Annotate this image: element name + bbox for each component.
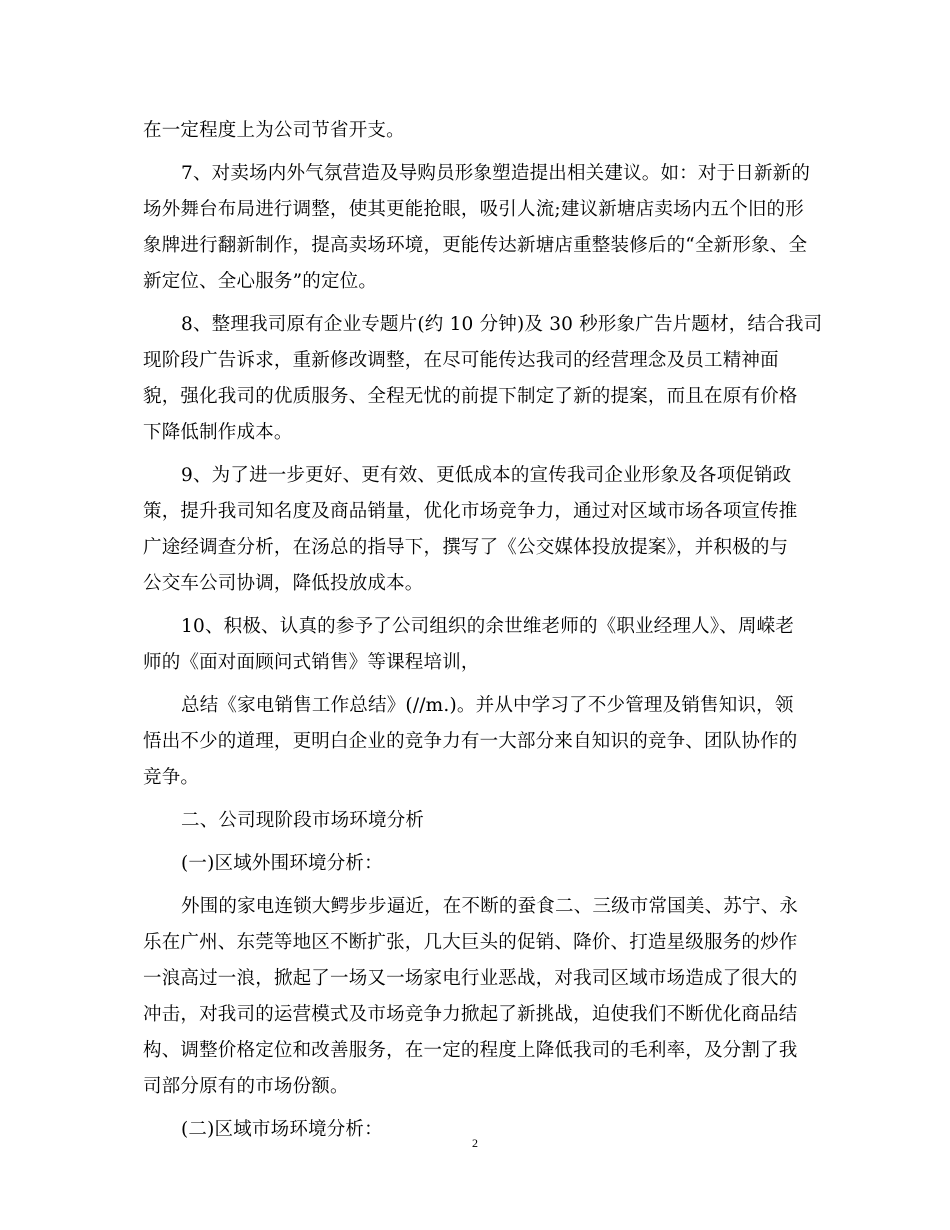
text-line: 悟出不少的道理，更明白企业的竞争力有一大部分来自知识的竞争、团队协作的: [143, 731, 798, 752]
text-line: 策，提升我司知名度及商品销量，优化市场竞争力，通过对区域市场各项宣传推: [143, 501, 798, 522]
paragraph-spacer: [143, 681, 813, 688]
text-line: 公交车公司协调，降低投放成本。: [143, 573, 424, 594]
text-line: 构、调整价格定位和改善服务，在一定的程度上降低我司的毛利率，及分割了我: [143, 1040, 798, 1061]
paragraph-p9: [143, 458, 813, 602]
text-line: 象牌进行翻新制作，提高卖场环境，更能传达新塘店重整装修后的“全新形象、全: [143, 235, 808, 256]
paragraph-p12: [143, 889, 813, 1105]
text-line: 外围的家电连锁大鳄步步逼近，在不断的蚕食二、三级市常国美、苏宁、永: [181, 896, 799, 917]
text-line: 7、对卖场内外气氛营造及导购员形象塑造提出相关建议。如：对于日新新的: [181, 163, 811, 184]
text-line: 司部分原有的市场份额。: [143, 1076, 349, 1097]
paragraph-spacer: [143, 1105, 813, 1112]
page-number: 2: [472, 1136, 478, 1150]
section-heading-h2-1: [143, 846, 813, 882]
text-line: 8、整理我司原有企业专题片(约 10 分钟)及 30 秒形象广告片题材，结合我司: [181, 314, 823, 335]
paragraph-spacer: [143, 149, 813, 156]
paragraph-p7: [143, 156, 813, 300]
text-line: 下降低制作成本。: [143, 422, 293, 443]
paragraph-spacer: [143, 300, 813, 307]
text-line: (一)区域外围环境分析：: [181, 853, 383, 874]
text-line: 貌，强化我司的优质服务、全程无忧的前提下制定了新的提案，而且在原有价格: [143, 386, 798, 407]
text-line: 二、公司现阶段市场环境分析: [181, 810, 425, 831]
paragraph-spacer: [143, 796, 813, 803]
paragraph-p0: [143, 113, 813, 149]
text-line: 冲击，对我司的运营模式及市场竞争力掀起了新挑战，迫使我们不断优化商品结: [143, 1004, 798, 1025]
text-line: (二)区域市场环境分析：: [181, 1119, 383, 1140]
section-heading-h2: [143, 803, 813, 839]
text-line: 场外舞台布局进行调整，使其更能抢眼，吸引人流;建议新塘店卖场内五个旧的形: [143, 199, 804, 220]
text-line: 在一定程度上为公司节省开支。: [143, 120, 405, 141]
paragraph-spacer: [143, 451, 813, 458]
text-line: 竞争。: [143, 767, 200, 788]
paragraph-p10: [143, 609, 813, 681]
text-line: 现阶段广告诉求，重新修改调整，在尽可能传达我司的经营理念及员工精神面: [143, 350, 779, 371]
text-line: 乐在广州、东莞等地区不断扩张，几大巨头的促销、降价、打造星级服务的炒作: [143, 932, 798, 953]
text-line: 一浪高过一浪，掀起了一场又一场家电行业恶战，对我司区域市场造成了很大的: [143, 968, 798, 989]
paragraph-p8: [143, 307, 823, 451]
document-body: [143, 113, 823, 1148]
paragraph-spacer: [143, 882, 813, 889]
text-line: 新定位、全心服务”的定位。: [143, 271, 378, 292]
text-line: 总结《家电销售工作总结》(//m.)。并从中学习了不少管理及销售知识，领: [181, 695, 794, 716]
text-line: 广途经调查分析，在汤总的指导下，撰写了《公交媒体投放提案》，并积极的与: [143, 537, 789, 558]
text-line: 师的《面对面顾问式销售》等课程培训，: [143, 652, 480, 673]
paragraph-p11: [143, 688, 813, 796]
text-line: 10、积极、认真的参予了公司组织的余世维老师的《职业经理人》、周嵘老: [181, 616, 795, 637]
text-line: 9、为了进一步更好、更有效、更低成本的宣传我司企业形象及各项促销政: [181, 465, 792, 486]
paragraph-spacer: [143, 602, 813, 609]
paragraph-spacer: [143, 839, 813, 846]
